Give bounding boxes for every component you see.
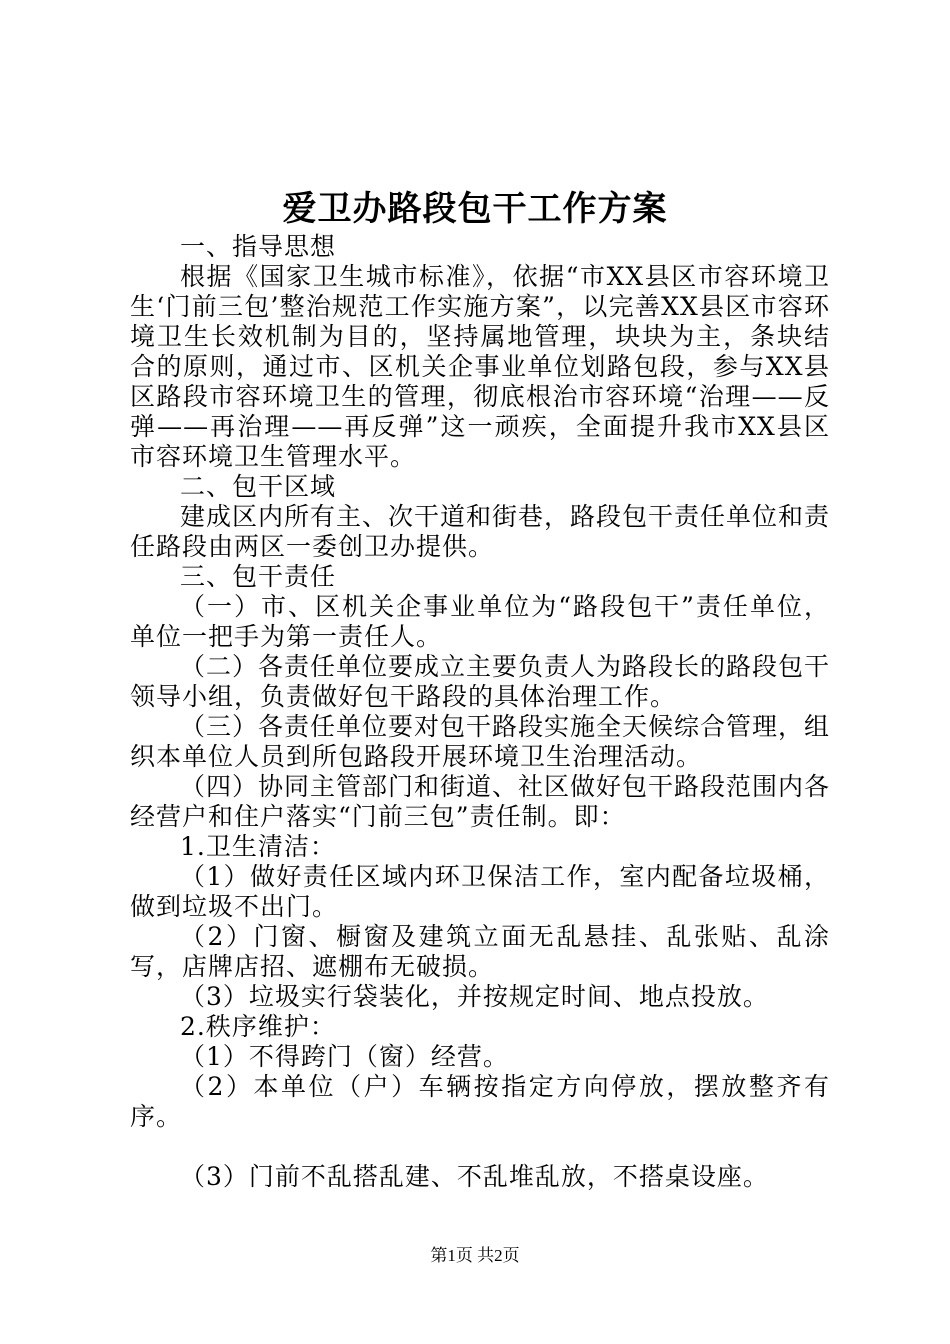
paragraph-responsibility-3: （三）各责任单位要对包干路段实施全天候综合管理，组织本单位人员到所包路段开展环境卫生治理活动。 [130,712,831,771]
document-title: 爱卫办路段包干工作方案 [282,189,668,229]
paragraph-order-3: （3）门前不乱搭乱建、不乱堆乱放，不搭桌设座。 [180,1162,769,1191]
section-heading-contract-responsibility: 三、包干责任 [180,562,337,591]
document-body [130,232,830,1192]
paragraph-responsibility-4: （四）协同主管部门和街道、社区做好包干路段范围内各经营户和住户落实“门前三包”责任制。即： [130,772,831,831]
paragraph-order-2: （2）本单位（户）车辆按指定方向停放，摆放整齐有序。 [130,1072,830,1131]
section-heading-contract-area: 二、包干区域 [180,472,337,501]
paragraph-sanitation-3: （3）垃圾实行袋装化，并按规定时间、地点投放。 [180,982,769,1011]
paragraph-order-1: （1）不得跨门（窗）经营。 [180,1042,509,1071]
subheading-sanitation: 1.卫生清洁： [180,832,336,861]
paragraph-sanitation-2: （2）门窗、橱窗及建筑立面无乱悬挂、乱张贴、乱涂写，店牌店招、遮棚布无破损。 [130,922,830,981]
page-number-footer: 第1页 共2页 [430,1246,520,1265]
paragraph-responsibility-1: （一）市、区机关企事业单位为“路段包干”责任单位，单位一把手为第一责任人。 [130,592,830,651]
paragraph-contract-area: 建成区内所有主、次干道和街巷，路段包干责任单位和责任路段由两区一委创卫办提供。 [130,502,831,561]
subheading-order: 2.秩序维护： [180,1012,336,1041]
paragraph-sanitation-1: （1）做好责任区域内环卫保洁工作，室内配备垃圾桶，做到垃圾不出门。 [130,862,830,921]
paragraph-guiding-ideology: 根据《国家卫生城市标准》，依据“市XX县区市容环境卫生‘门前三包’整治规范工作实施方案”，以完善XX县区市容环境卫生长效机制为目的，坚持属地管理，块块为主，条块结合的原则，通过市、区机关企事业单位划路包段，参与XX县区路段市容环境卫生的管理，彻底根治市容环境“治理——反弹——再治理——再反弹”这一顽疾，全面提升我市XX县区市容环境卫生管理水平。 [130,262,830,471]
paragraph-responsibility-2: （二）各责任单位要成立主要负责人为路段长的路段包干领导小组，负责做好包干路段的具体治理工作。 [130,652,831,711]
section-heading-guiding-ideology: 一、指导思想 [180,232,337,261]
